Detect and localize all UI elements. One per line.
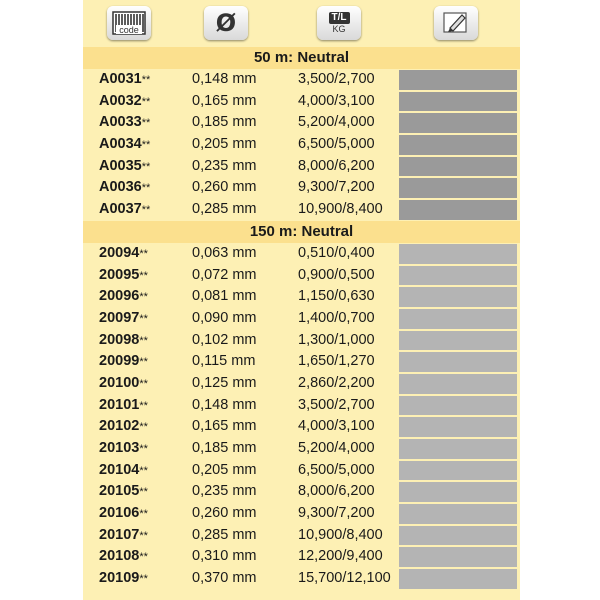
item-code-text: 20103 xyxy=(99,440,140,456)
item-code xyxy=(99,503,148,525)
diameter-value: 0,205 mm xyxy=(192,461,257,478)
item-code-stars: ** xyxy=(139,291,148,304)
table-row[interactable] xyxy=(83,265,520,287)
diameter-value: 0,310 mm xyxy=(192,548,257,565)
tensile-value: 0,900/0,500 xyxy=(298,266,375,283)
item-code-stars: ** xyxy=(139,508,148,521)
table-row[interactable] xyxy=(83,69,520,91)
item-code-stars: ** xyxy=(139,334,148,347)
color-swatch xyxy=(399,200,517,220)
color-swatch xyxy=(399,331,517,351)
table-row[interactable] xyxy=(83,177,520,199)
diameter-value: 0,063 mm xyxy=(192,244,257,261)
tensile-value: 2,860/2,200 xyxy=(298,374,375,391)
item-code xyxy=(99,481,148,503)
section-header: 150 m: Neutral xyxy=(83,221,520,243)
table-row[interactable] xyxy=(83,460,520,482)
item-code xyxy=(99,156,150,178)
item-code-text: 20105 xyxy=(99,483,140,500)
table-row[interactable] xyxy=(83,243,520,265)
table-row[interactable] xyxy=(83,438,520,460)
item-code xyxy=(99,134,150,156)
tensile-column-button[interactable] xyxy=(317,6,361,40)
color-swatch xyxy=(399,113,517,133)
color-swatch xyxy=(399,526,517,546)
item-code-stars: ** xyxy=(141,117,151,130)
tl-label: T/L xyxy=(329,12,350,24)
color-swatch xyxy=(399,461,517,481)
tensile-value: 12,200/9,400 xyxy=(298,548,383,565)
diameter-value: 0,235 mm xyxy=(192,483,257,500)
table-row[interactable] xyxy=(83,416,520,438)
tensile-value: 6,500/5,000 xyxy=(298,136,375,153)
color-swatch xyxy=(399,569,517,589)
sections-container xyxy=(83,47,520,590)
item-code xyxy=(99,91,150,113)
color-swatch xyxy=(399,417,517,437)
item-code xyxy=(99,460,148,482)
item-code-text: 20101 xyxy=(99,396,140,413)
table-row[interactable] xyxy=(83,503,520,525)
item-code-stars: ** xyxy=(141,95,151,108)
diameter-icon: Ø xyxy=(215,9,237,37)
diameter-value: 0,285 mm xyxy=(192,201,257,218)
item-code xyxy=(99,373,148,395)
diameter-value: 0,081 mm xyxy=(192,288,257,305)
item-code xyxy=(99,112,150,134)
diameter-value: 0,090 mm xyxy=(192,309,257,326)
table-row[interactable] xyxy=(83,568,520,590)
color-swatch xyxy=(399,178,517,198)
table-row[interactable] xyxy=(83,546,520,568)
item-code xyxy=(99,330,148,352)
color-swatch xyxy=(399,157,517,177)
tensile-icon xyxy=(329,12,350,34)
item-code-text: A0033 xyxy=(99,114,142,131)
tensile-value: 15,700/12,100 xyxy=(298,570,391,587)
item-code xyxy=(99,243,148,265)
tensile-value: 8,000/6,200 xyxy=(298,157,375,174)
item-code-stars: ** xyxy=(139,464,148,477)
item-code-stars: ** xyxy=(139,486,148,499)
item-code-stars: ** xyxy=(139,421,148,434)
item-code-stars: ** xyxy=(139,377,148,390)
color-swatch xyxy=(399,352,517,372)
color-swatch xyxy=(399,70,517,90)
table-row[interactable] xyxy=(83,112,520,134)
tensile-value: 10,900/8,400 xyxy=(298,526,383,543)
item-code-stars: ** xyxy=(141,204,151,217)
item-code-stars: ** xyxy=(139,269,148,282)
item-code-stars: ** xyxy=(139,312,148,325)
item-code xyxy=(99,395,148,417)
table-row[interactable] xyxy=(83,330,520,352)
item-code-text: A0031 xyxy=(99,71,142,87)
icon-toolbar xyxy=(83,0,520,47)
diameter-value: 0,148 mm xyxy=(192,396,257,413)
tensile-value: 9,300/7,200 xyxy=(298,179,375,196)
diameter-value: 0,165 mm xyxy=(192,92,257,109)
diameter-value: 0,115 mm xyxy=(192,353,256,370)
item-code-stars: ** xyxy=(139,529,148,542)
product-table xyxy=(83,0,520,600)
item-code-text: 20098 xyxy=(99,331,140,348)
tensile-value: 3,500/2,700 xyxy=(298,71,375,87)
item-code-stars: ** xyxy=(139,247,148,260)
tensile-value: 1,150/0,630 xyxy=(298,288,375,305)
color-swatch xyxy=(399,396,517,416)
item-code-stars: ** xyxy=(141,182,151,195)
tensile-value: 5,200/4,000 xyxy=(298,440,375,456)
diameter-value: 0,205 mm xyxy=(192,136,257,153)
color-swatch xyxy=(399,374,517,394)
table-row[interactable] xyxy=(83,481,520,503)
color-swatch xyxy=(399,266,517,286)
tensile-value: 4,000/3,100 xyxy=(298,92,375,109)
table-row[interactable] xyxy=(83,351,520,373)
diameter-value: 0,185 mm xyxy=(192,440,257,456)
barcode-icon xyxy=(111,10,147,36)
tensile-value: 3,500/2,700 xyxy=(298,396,375,413)
item-code-stars: ** xyxy=(139,443,148,455)
diameter-value: 0,165 mm xyxy=(192,418,257,435)
tensile-value: 10,900/8,400 xyxy=(298,201,383,218)
tensile-value: 1,650/1,270 xyxy=(298,353,375,370)
tensile-value: 1,300/1,000 xyxy=(298,331,375,348)
item-code-stars: ** xyxy=(141,74,151,86)
item-code xyxy=(99,177,150,199)
table-row[interactable] xyxy=(83,134,520,156)
item-code xyxy=(99,286,148,308)
item-code-stars: ** xyxy=(141,160,151,173)
item-code-stars: ** xyxy=(141,139,151,152)
tensile-value: 0,510/0,400 xyxy=(298,244,375,261)
item-code xyxy=(99,308,148,330)
tensile-value: 1,400/0,700 xyxy=(298,309,375,326)
item-code-stars: ** xyxy=(139,573,148,586)
code-column-button[interactable] xyxy=(107,6,151,40)
item-code-text: 20107 xyxy=(99,526,140,543)
item-code-text: 20094 xyxy=(99,244,140,261)
item-code-text: 20100 xyxy=(99,374,140,391)
diameter-value: 0,370 mm xyxy=(192,570,257,587)
diameter-value: 0,235 mm xyxy=(192,157,257,174)
item-code-stars: ** xyxy=(139,399,148,412)
item-code-stars: ** xyxy=(139,551,148,564)
item-code-text: 20109 xyxy=(99,570,140,587)
item-code-text: 20096 xyxy=(99,288,140,305)
pencil-icon xyxy=(442,10,470,36)
color-swatch xyxy=(399,135,517,155)
code-label: code xyxy=(119,25,139,35)
tensile-value: 9,300/7,200 xyxy=(298,505,375,522)
item-code-text: 20102 xyxy=(99,418,140,435)
diameter-value: 0,285 mm xyxy=(192,526,257,543)
diameter-value: 0,072 mm xyxy=(192,266,257,283)
item-code xyxy=(99,265,148,287)
item-code-text: 20108 xyxy=(99,548,140,565)
item-code-text: A0036 xyxy=(99,179,142,196)
item-code-text: 20106 xyxy=(99,505,140,522)
diameter-value: 0,260 mm xyxy=(192,505,257,522)
diameter-value: 0,125 mm xyxy=(192,374,257,391)
item-code xyxy=(99,351,148,373)
item-code xyxy=(99,199,150,221)
diameter-value: 0,185 mm xyxy=(192,114,257,131)
color-swatch xyxy=(399,287,517,307)
item-code xyxy=(99,525,148,547)
item-code-stars: ** xyxy=(139,356,148,369)
item-code-text: 20097 xyxy=(99,309,140,326)
item-code xyxy=(99,546,148,568)
color-column-button[interactable] xyxy=(434,6,478,40)
item-code-text: 20104 xyxy=(99,461,140,478)
item-code xyxy=(99,69,150,91)
tensile-value: 6,500/5,000 xyxy=(298,461,375,478)
table-row[interactable] xyxy=(83,395,520,417)
color-swatch xyxy=(399,504,517,524)
kg-label: KG xyxy=(332,24,346,34)
color-swatch xyxy=(399,439,517,459)
diameter-value: 0,102 mm xyxy=(192,331,257,348)
table-row[interactable] xyxy=(83,199,520,221)
diameter-value: 0,260 mm xyxy=(192,179,257,196)
color-swatch xyxy=(399,309,517,329)
color-swatch xyxy=(399,244,517,264)
diameter-column-button[interactable] xyxy=(204,6,248,40)
table-row[interactable] xyxy=(83,308,520,330)
table-row[interactable] xyxy=(83,91,520,113)
tensile-value: 8,000/6,200 xyxy=(298,483,375,500)
item-code-text: A0037 xyxy=(99,201,142,218)
item-code xyxy=(99,416,148,438)
tensile-value: 5,200/4,000 xyxy=(298,114,375,131)
section-header: 50 m: Neutral xyxy=(83,47,520,69)
table-row[interactable] xyxy=(83,525,520,547)
table-row[interactable] xyxy=(83,156,520,178)
color-swatch xyxy=(399,547,517,567)
color-swatch xyxy=(399,92,517,112)
table-row[interactable] xyxy=(83,286,520,308)
item-code-text: 20095 xyxy=(99,266,140,283)
item-code-text: A0035 xyxy=(99,157,142,174)
item-code-text: 20099 xyxy=(99,353,140,370)
item-code-text: A0034 xyxy=(99,136,142,153)
item-code-text: A0032 xyxy=(99,92,142,109)
tensile-value: 4,000/3,100 xyxy=(298,418,375,435)
color-swatch xyxy=(399,482,517,502)
item-code xyxy=(99,568,148,590)
diameter-value: 0,148 mm xyxy=(192,71,257,87)
table-row[interactable] xyxy=(83,373,520,395)
item-code xyxy=(99,438,148,460)
